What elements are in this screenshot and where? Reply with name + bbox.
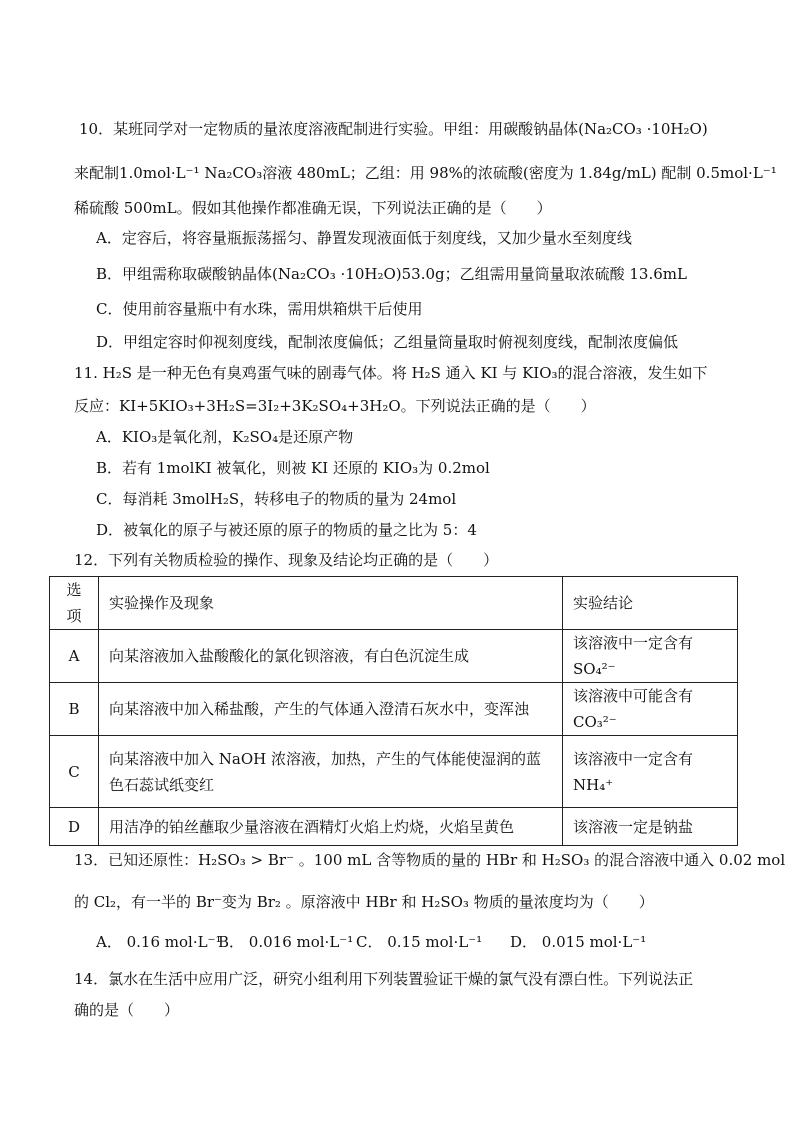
row-option: B [50,683,99,736]
header-option: 选项 [50,577,99,630]
header-conclusion: 实验结论 [563,577,738,630]
table-row [50,630,738,683]
q13-option-a: A． 0.16 mol·L⁻¹ [96,933,222,951]
q13-stem-line2: 的 Cl₂，有一半的 Br⁻变为 Br₂ 。原溶液中 HBr 和 H₂SO₃ 物质的量浓度均为（ ） [74,893,654,911]
table-header-row [50,577,738,630]
q10-option-d: D．甲组定容时仰视刻度线，配制浓度偏低；乙组量筒量取时俯视刻度线，配制浓度偏低 [96,333,679,351]
q10-option-c: C．使用前容量瓶中有水珠，需用烘箱烘干后使用 [96,300,423,318]
q13-option-d: D． 0.015 mol·L⁻¹ [510,933,647,951]
header-operation: 实验操作及现象 [99,577,563,630]
row-conclusion: 该溶液中可能含有CO₃²⁻ [563,683,738,736]
row-conclusion: 该溶液一定是钠盐 [563,808,738,846]
row-operation: 向某溶液中加入 NaOH 浓溶液，加热，产生的气体能使湿润的蓝色石蕊试纸变红 [99,736,563,808]
q10-stem-line1: 10．某班同学对一定物质的量浓度溶液配制进行实验。甲组：用碳酸钠晶体(Na₂CO₃ ·10H₂O) [79,120,708,138]
row-operation: 用洁净的铂丝蘸取少量溶液在酒精灯火焰上灼烧，火焰呈黄色 [99,808,563,846]
q11-stem-line1: 11. H₂S 是一种无色有臭鸡蛋气味的剧毒气体。将 H₂S 通入 KI 与 KIO₃的混合溶液，发生如下 [74,364,708,382]
q14-stem-line2: 确的是（ ） [74,1001,180,1019]
row-conclusion: 该溶液中一定含有SO₄²⁻ [563,630,738,683]
q12-table [49,576,738,846]
q11-option-c: C．每消耗 3molH₂S，转移电子的物质的量为 24mol [96,490,457,508]
q10-stem-line3: 稀硫酸 500mL。假如其他操作都准确无误，下列说法正确的是（ ） [74,199,552,217]
row-operation: 向某溶液中加入稀盐酸，产生的气体通入澄清石灰水中，变浑浊 [99,683,563,736]
table-row [50,736,738,808]
q10-option-b: B．甲组需称取碳酸钠晶体(Na₂CO₃ ·10H₂O)53.0g；乙组需用量筒量取浓硫酸 13.6mL [96,265,687,283]
q12-stem: 12．下列有关物质检验的操作、现象及结论均正确的是（ ） [74,551,499,569]
row-option: D [50,808,99,846]
row-conclusion: 该溶液中一定含有NH₄⁺ [563,736,738,808]
q11-stem-line2: 反应：KI+5KIO₃+3H₂S=3I₂+3K₂SO₄+3H₂O。下列说法正确的是（ ） [74,397,596,415]
q13-stem-line1: 13．已知还原性：H₂SO₃ > Br⁻ 。100 mL 含等物质的量的 HBr 和 H₂SO₃ 的混合溶液中通入 0.02 mol [74,851,786,869]
row-operation: 向某溶液加入盐酸酸化的氯化钡溶液，有白色沉淀生成 [99,630,563,683]
row-option: A [50,630,99,683]
q11-option-d: D．被氧化的原子与被还原的原子的物质的量之比为 5：4 [96,521,477,539]
q11-option-b: B．若有 1molKI 被氧化，则被 KI 还原的 KIO₃为 0.2mol [96,459,490,477]
table-row [50,683,738,736]
q13-option-b: B． 0.016 mol·L⁻¹ [218,933,354,951]
row-option: C [50,736,99,808]
table-row [50,808,738,846]
q13-option-c: C． 0.15 mol·L⁻¹ [356,933,483,951]
q10-stem-line2: 来配制1.0mol·L⁻¹ Na₂CO₃溶液 480mL；乙组：用 98%的浓硫酸(密度为 1.84g/mL) 配制 0.5mol·L⁻¹ [74,164,777,182]
q14-stem-line1: 14．氯水在生活中应用广泛，研究小组利用下列装置验证干燥的氯气没有漂白性。下列说法正 [74,970,694,988]
q10-option-a: A．定容后，将容量瓶振荡摇匀、静置发现液面低于刻度线，又加少量水至刻度线 [96,229,632,247]
q11-option-a: A．KIO₃是氧化剂，K₂SO₄是还原产物 [96,428,354,446]
